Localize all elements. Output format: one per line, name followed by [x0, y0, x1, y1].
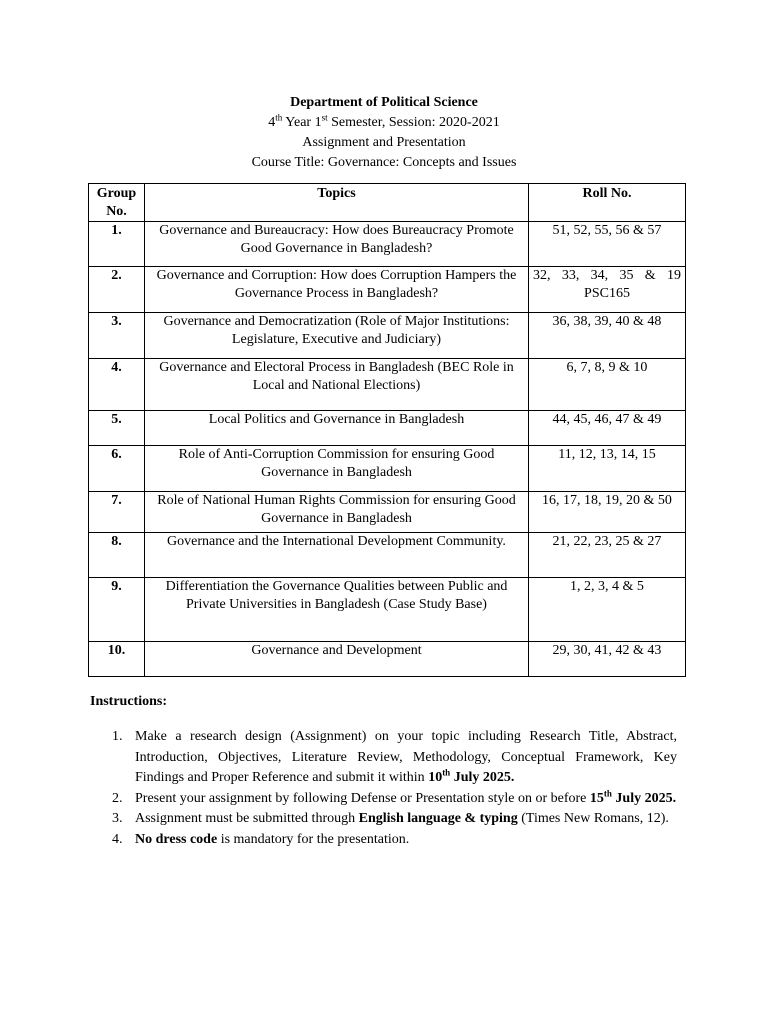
- group-number: 1.: [89, 222, 145, 267]
- group-number: 6.: [89, 446, 145, 492]
- semester-line: [0, 113, 768, 133]
- deadline-day: 15: [589, 790, 604, 806]
- roll-cell: 21, 22, 23, 25 & 27: [529, 533, 686, 578]
- instruction-text: Make a research design (Assignment) on your topic including Research Title, Abstract, Introduction, Objectives, Literature Review, Methodology, Conceptual Framework, Key Findings and Proper Reference and submit it within: [135, 729, 677, 785]
- assignment-line: Assignment and Presentation: [302, 135, 466, 150]
- table-row: [89, 446, 686, 492]
- table-header-row: [89, 184, 686, 222]
- year-number: 4: [268, 115, 276, 130]
- group-number: 7.: [89, 492, 145, 533]
- topic-cell: Local Politics and Governance in Bangladesh: [145, 411, 529, 446]
- deadline-month: July 2025.: [611, 790, 677, 806]
- roll-cell: 44, 45, 46, 47 & 49: [529, 411, 686, 446]
- topic-cell: Governance and Bureaucracy: How does Bureaucracy Promote Good Governance in Bangladesh?: [145, 222, 529, 267]
- group-number: 3.: [89, 313, 145, 359]
- group-number: 4.: [89, 359, 145, 411]
- table-row: [89, 642, 686, 677]
- header-group: Group No.: [89, 184, 145, 222]
- topic-cell: Role of Anti-Corruption Commission for ensuring Good Governance in Bangladesh: [145, 446, 529, 492]
- emphasis-text: English language & typing: [358, 811, 518, 826]
- deadline-suffix: th: [603, 787, 612, 798]
- roll-cell: 11, 12, 13, 14, 15: [529, 446, 686, 492]
- semester-rest: Semester, Session: 2020-2021: [327, 115, 500, 130]
- list-number: 2.: [112, 790, 123, 806]
- instructions-title: Instructions:: [90, 694, 168, 709]
- topic-cell: Governance and Corruption: How does Corruption Hampers the Governance Process in Bangladesh?: [145, 267, 529, 313]
- group-number: 8.: [89, 533, 145, 578]
- instructions-list: [112, 727, 677, 850]
- roll-cell: 1, 2, 3, 4 & 5: [529, 578, 686, 642]
- table-row: [89, 411, 686, 446]
- topic-cell: Governance and the International Development Community.: [145, 533, 529, 578]
- topic-cell: Governance and Democratization (Role of Major Institutions: Legislature, Executive and Judiciary): [145, 313, 529, 359]
- list-number: 4.: [112, 831, 123, 847]
- instruction-text: Present your assignment by following Defense or Presentation style on or before: [135, 790, 590, 806]
- document-header: [0, 93, 768, 173]
- list-item: [112, 830, 677, 851]
- table-row: [89, 359, 686, 411]
- table-row: [89, 492, 686, 533]
- roll-cell: 32, 33, 34, 35 & 19 PSC165: [529, 267, 686, 313]
- table-row: [89, 533, 686, 578]
- group-number: 5.: [89, 411, 145, 446]
- roll-cell: 16, 17, 18, 19, 20 & 50: [529, 492, 686, 533]
- table-row: [89, 267, 686, 313]
- instruction-text: Assignment must be submitted through: [135, 811, 359, 826]
- group-number: 9.: [89, 578, 145, 642]
- table-row: [89, 313, 686, 359]
- topic-cell: Differentiation the Governance Qualities between Public and Private Universities in Bangladesh (Case Study Base): [145, 578, 529, 642]
- list-item: [112, 787, 677, 810]
- department-title: Department of Political Science: [290, 95, 478, 110]
- group-number: 10.: [89, 642, 145, 677]
- course-title: Course Title: Governance: Concepts and Issues: [251, 155, 517, 170]
- roll-cell: 29, 30, 41, 42 & 43: [529, 642, 686, 677]
- list-item: [112, 809, 677, 830]
- table-row: [89, 222, 686, 267]
- year-suffix: th: [275, 112, 283, 123]
- list-number: 3.: [112, 811, 123, 826]
- emphasis-text: No dress code: [135, 831, 218, 847]
- topic-cell: Governance and Electoral Process in Bangladesh (BEC Role in Local and National Elections): [145, 359, 529, 411]
- groups-table: [88, 183, 686, 677]
- table-row: [89, 578, 686, 642]
- instruction-text-after: (Times New Romans, 12).: [517, 811, 669, 826]
- deadline-day: 10: [428, 770, 443, 785]
- deadline-month: July 2025.: [450, 770, 515, 785]
- roll-cell: 36, 38, 39, 40 & 48: [529, 313, 686, 359]
- group-number: 2.: [89, 267, 145, 313]
- topic-cell: Role of National Human Rights Commission for ensuring Good Governance in Bangladesh: [145, 492, 529, 533]
- semester-suffix: st: [321, 112, 328, 123]
- topic-cell: Governance and Development: [145, 642, 529, 677]
- header-roll: Roll No.: [529, 184, 686, 222]
- year-word: Year 1: [282, 115, 322, 130]
- list-item: [112, 727, 677, 789]
- instruction-text-after: is mandatory for the presentation.: [217, 831, 410, 847]
- list-number: 1.: [112, 729, 123, 744]
- deadline-suffix: th: [442, 767, 451, 778]
- roll-cell: 51, 52, 55, 56 & 57: [529, 222, 686, 267]
- roll-cell: 6, 7, 8, 9 & 10: [529, 359, 686, 411]
- header-topics: Topics: [145, 184, 529, 222]
